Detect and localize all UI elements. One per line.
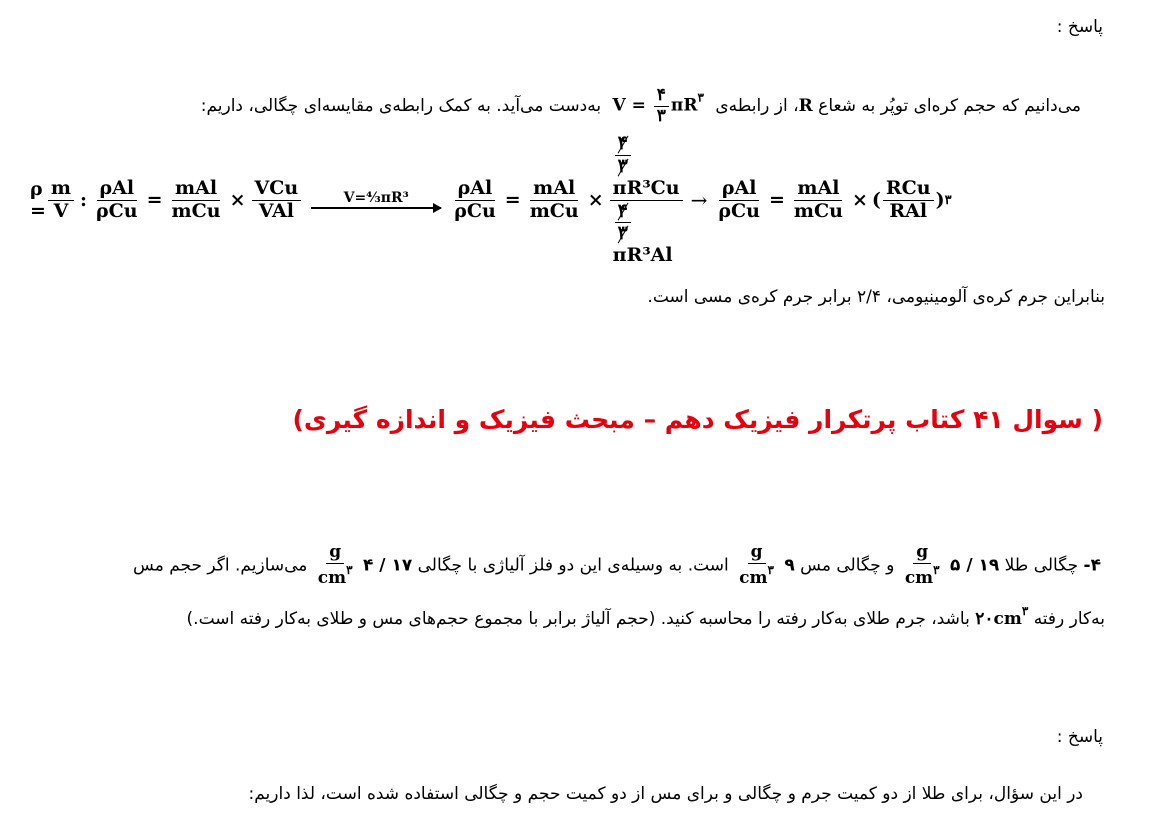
paren-close: )	[935, 189, 945, 211]
rho-ratio-1	[93, 178, 141, 223]
equals-sign: =	[146, 189, 163, 211]
frac-denominator: ۳	[656, 105, 666, 126]
alloy-density-value: ۱۷ / ۴	[363, 555, 413, 576]
density-equation	[30, 131, 952, 267]
answer-label: پاسخ :	[1056, 17, 1103, 37]
m-symbol: m	[48, 178, 74, 201]
frac-numerator: ۴	[654, 86, 669, 107]
m-over-v-fraction	[48, 178, 74, 223]
sphere-volume-ratio	[610, 133, 683, 267]
question-text-3: است. به وسیله‌ی این دو فلز آلیاژی با چگالی	[417, 555, 729, 576]
m-al: mAl	[530, 178, 578, 201]
m-cu: mCu	[793, 199, 843, 222]
copper-density-unit	[736, 543, 777, 588]
equals-sign: =	[504, 189, 521, 211]
unit-denominator: $cm^۳$	[904, 562, 940, 588]
v-al: VAl	[258, 199, 294, 222]
sphere-volume-formula	[613, 86, 704, 126]
rho-cu: ρCu	[454, 199, 496, 222]
formula-lhs: V =	[612, 95, 646, 116]
al-radius-term: πR³Al	[612, 244, 673, 267]
times-sign: ×	[587, 189, 604, 211]
intro-text-after: به‌دست می‌آید. به کمک رابطه‌ی مقایسه‌ای چگالی، داریم:	[200, 96, 602, 117]
rho-ratio-3	[715, 178, 763, 223]
rho-cu: ρCu	[718, 199, 760, 222]
formula-tail: πR	[670, 95, 698, 116]
question-text-4: می‌سازیم. اگر حجم مس	[133, 555, 308, 576]
unit-numerator: g	[748, 543, 766, 564]
four-thirds-fraction	[654, 86, 669, 126]
m-cu: mCu	[529, 199, 579, 222]
question-line-1	[133, 543, 1101, 588]
cancelled-four-thirds	[615, 201, 631, 246]
cancelled-three: ۳	[615, 156, 631, 178]
mass-ratio-2	[527, 178, 582, 223]
answer-label-2: پاسخ :	[1056, 727, 1103, 747]
substitution-label: V=⁴⁄₃πR³	[343, 190, 409, 206]
rho-al: ρAl	[719, 178, 760, 201]
unit-numerator: g	[913, 543, 931, 564]
question-text-6: باشد، جرم طلای به‌کار رفته را محاسبه کنید. (حجم آلیاژ برابر با مجموع حجم‌های مس و طلای به‌کار رفته است.)	[186, 609, 970, 629]
colon-symbol: :	[80, 189, 88, 211]
intro-paragraph	[201, 86, 1081, 126]
implies-arrow: →	[690, 188, 708, 212]
cancelled-four: ۴	[615, 201, 631, 224]
equals-sign: =	[768, 189, 785, 211]
cancelled-four: ۴	[615, 133, 631, 156]
gold-density-value: ۱۹ / ۵	[950, 555, 1000, 576]
mass-ratio-1	[169, 178, 224, 223]
solution-intro-paragraph: در این سؤال، برای طلا از دو کمیت جرم و چگالی و برای مس از دو کمیت حجم و چگالی استفاده شده است، لذا داریم:	[248, 784, 1083, 804]
intro-text-middle: ، از رابطه‌ی	[715, 96, 799, 117]
unit-numerator: g	[326, 543, 344, 564]
cancelled-three: ۳	[615, 223, 631, 245]
cancelled-four-thirds	[615, 133, 631, 178]
m-al: mAl	[794, 178, 842, 201]
rho-cu: ρCu	[96, 199, 138, 222]
cube-exponent: ۳	[944, 192, 952, 208]
question-text-2: و چگالی مس	[800, 555, 895, 576]
unit-denominator: $cm^۳$	[739, 562, 774, 588]
volume-ratio	[252, 178, 302, 223]
intro-text-before: می‌دانیم که حجم کره‌ای توپُر به شعاع	[818, 96, 1081, 117]
m-al: mAl	[172, 178, 220, 201]
arrow-shaft	[311, 207, 441, 209]
cu-radius-term: πR³Cu	[612, 176, 680, 199]
al-sphere-volume	[610, 201, 683, 268]
paren-open: (	[871, 189, 881, 211]
question-line-2	[187, 604, 1105, 629]
question-number: ۴-	[1083, 555, 1101, 576]
rho-definition: ρ =	[30, 178, 46, 222]
rho-ratio-2	[451, 178, 499, 223]
question-heading: ( سوال ۴۱ کتاب پرتکرار فیزیک دهم – مبحث فیزیک و اندازه گیری)	[292, 405, 1103, 434]
mass-ratio-3	[791, 178, 846, 223]
unit-denominator: $cm^۳$	[317, 562, 353, 588]
r-al: RAl	[889, 199, 928, 222]
alloy-density-unit	[315, 543, 356, 588]
radius-symbol: R	[798, 96, 813, 117]
cu-sphere-volume	[610, 133, 683, 201]
question-text-5: به‌کار رفته	[1033, 609, 1105, 629]
radius-ratio	[883, 178, 934, 223]
formula-exponent: ۳	[697, 90, 704, 105]
m-cu: mCu	[171, 199, 221, 222]
v-cu: VCu	[252, 178, 302, 201]
question-text-1: چگالی طلا	[1004, 555, 1079, 576]
copper-volume-value: $۲۰cm^۳$	[975, 604, 1029, 629]
conclusion-paragraph: بنابراین جرم کره‌ی آلومینیومی، ۲/۴ برابر جرم کره‌ی مسی است.	[647, 287, 1105, 307]
r-cu: RCu	[883, 178, 934, 201]
copper-density-value: ۹	[784, 555, 795, 576]
times-sign: ×	[229, 189, 246, 211]
rho-al: ρAl	[455, 178, 496, 201]
rho-al: ρAl	[97, 178, 138, 201]
v-symbol: V	[53, 199, 69, 222]
gold-density-unit	[902, 543, 943, 588]
substitution-arrow	[311, 191, 441, 209]
times-sign: ×	[851, 189, 868, 211]
